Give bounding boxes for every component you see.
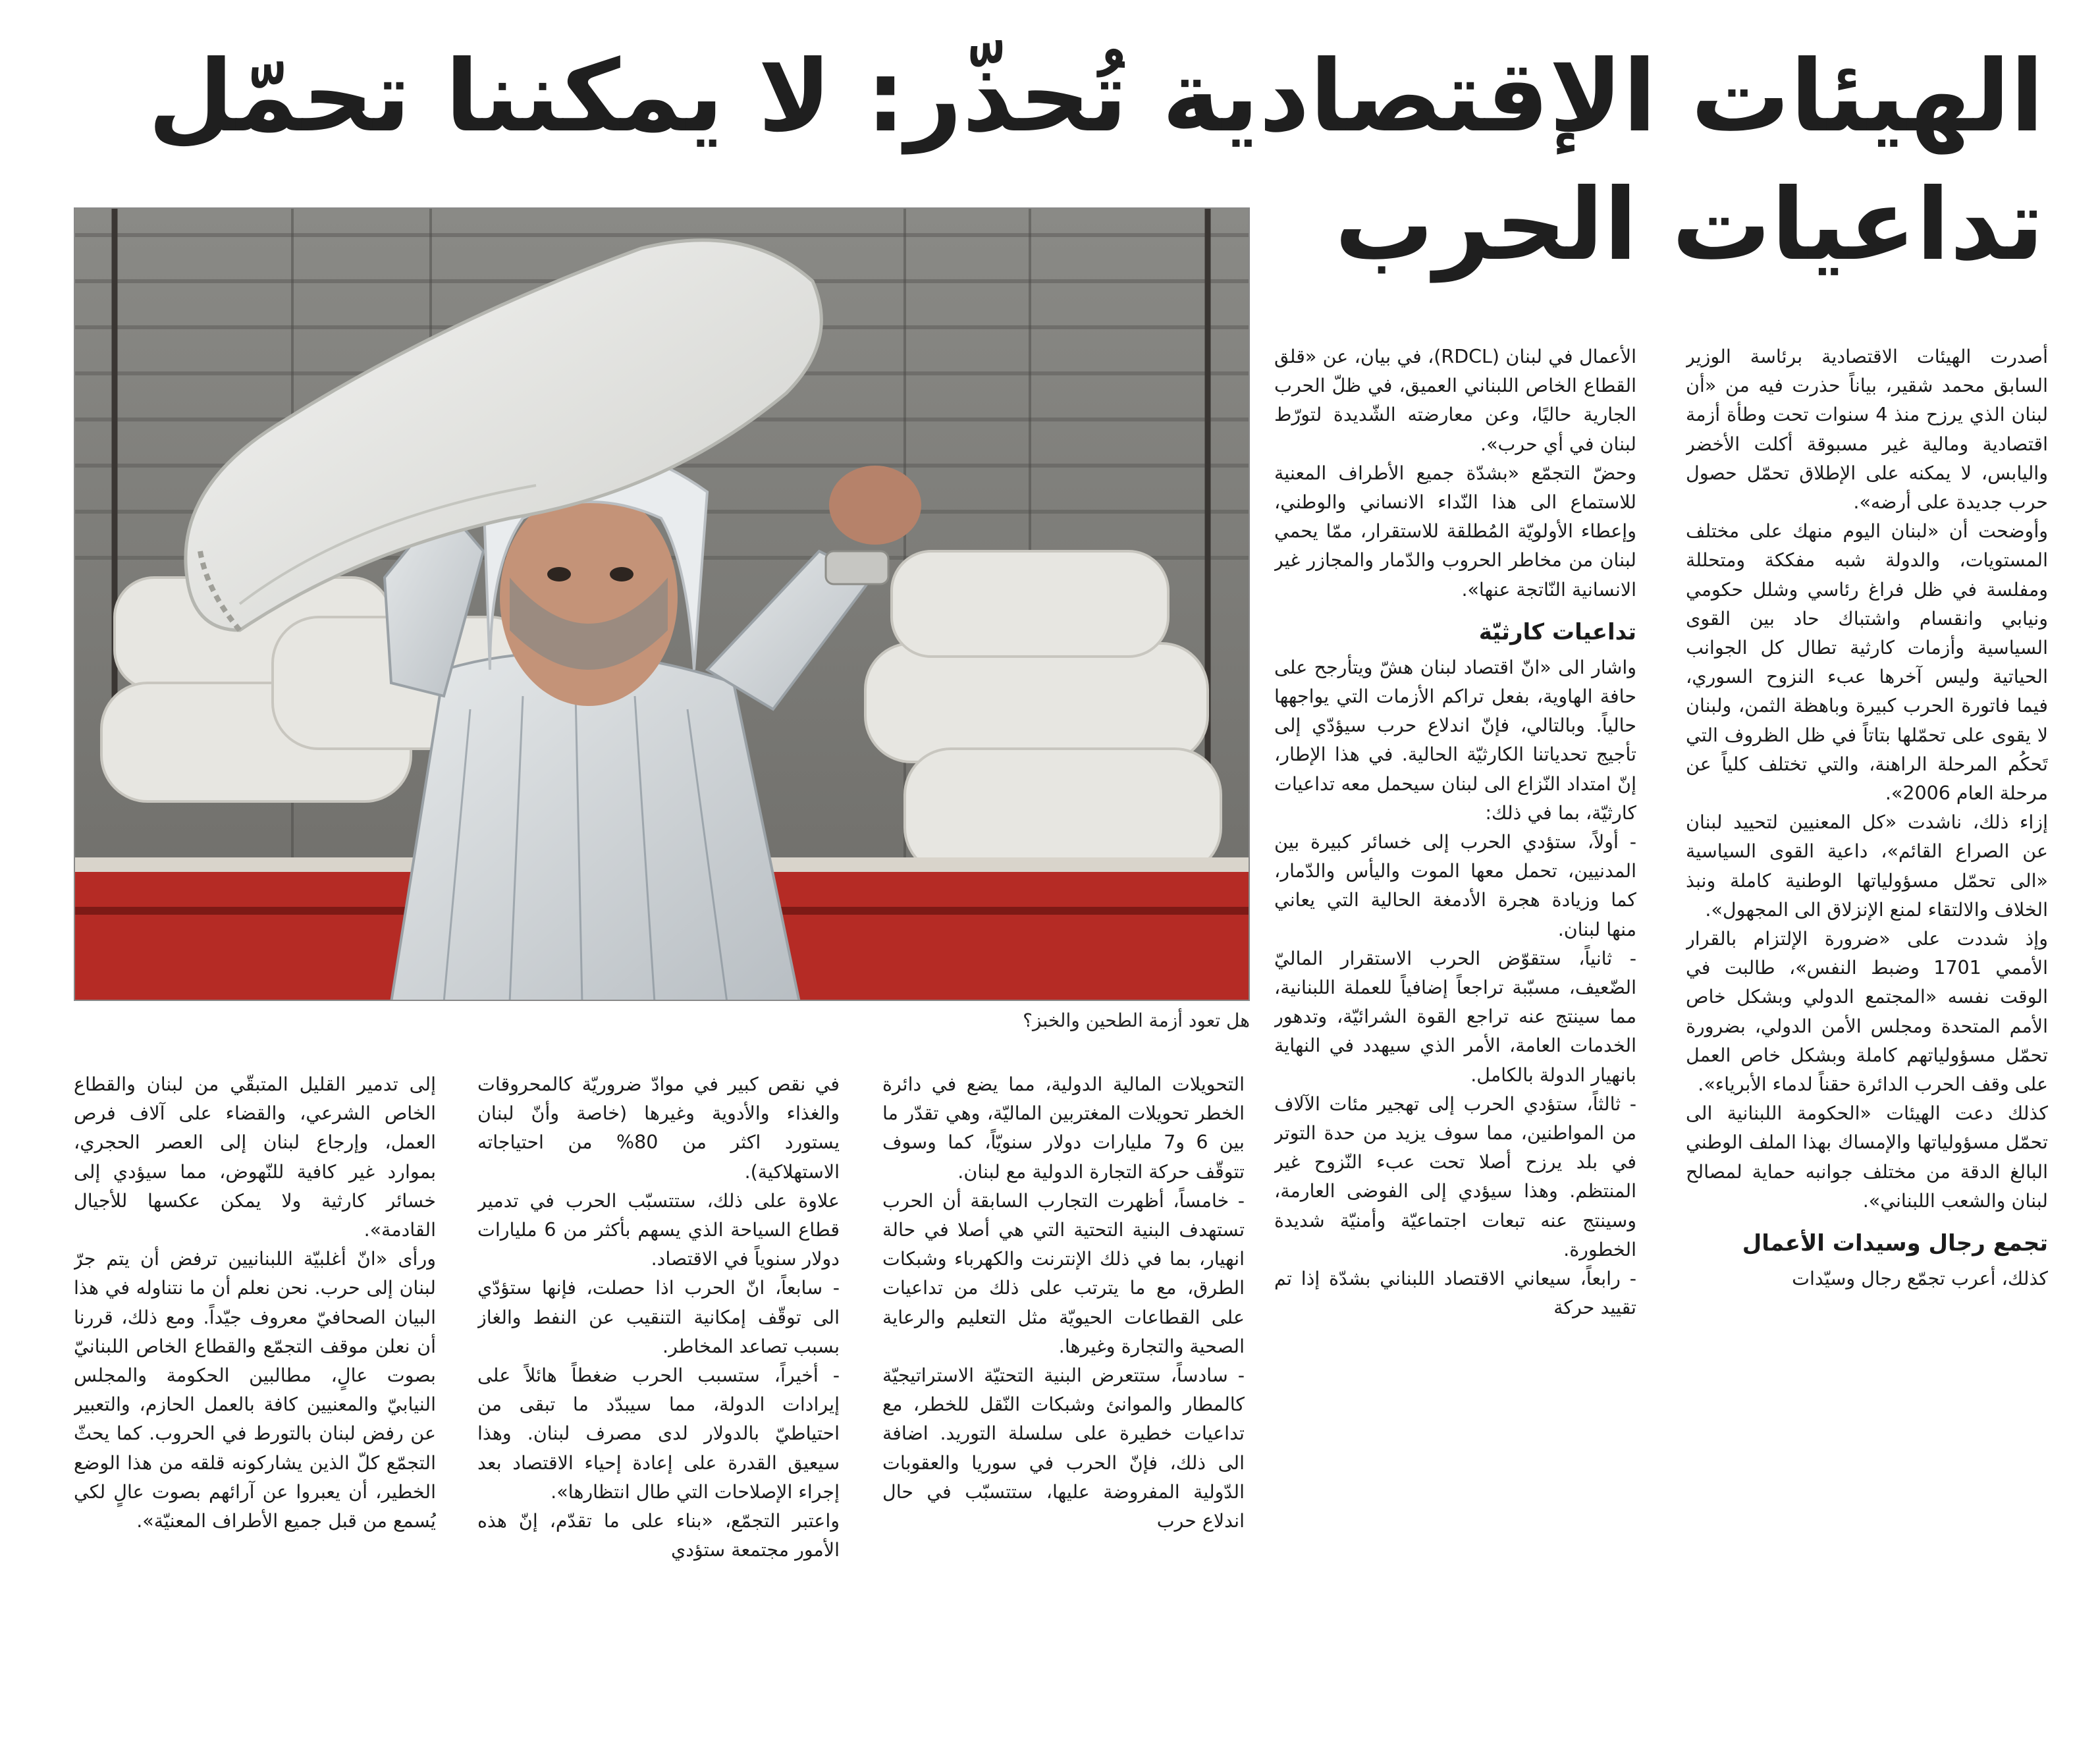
paragraph: إزاء ذلك، ناشدت «كل المعنيين لتحييد لبنان عن الصراع القائم»، داعية القوى السياسية «الى تحمّل مسؤولياتها الوطنية كاملة ونبذ الخلاف والالتقاء لمنع الإنزلاق الى المجهول». [1686,811,2048,921]
paragraph: في نقص كبير في موادّ ضروريّة كالمحروقات والغذاء والأدوية وغيرها (خاصة وأنّ لبنان يستورد اكثر من 80% من احتياجاته الاستهلاكية). [477,1073,840,1183]
subheading: تجمع رجال وسيدات الأعمال [1742,1230,2048,1257]
paragraph: - أخيراً، ستسبب الحرب ضغطاً هائلاً على إيرادات الدولة، مما سيبدّد ما تبقى من احتياطيّ بالدولار لدى مصرف لبنان. وهذا سيعيق القدرة على إعادة إحياء الاقتصاد بعد إجراء الإصلاحات التي طال انتظارها». [477,1365,840,1503]
headline-line-2: تداعيات الحرب [1334,168,2044,283]
paragraph: واشار الى «انّ اقتصاد لبنان هشّ ويتأرجح على حافة الهاوية، بفعل تراكم الأزمات التي يواجهها حالياً. وبالتالي، فإنّ اندلاع حرب سيؤدّي إلى تأجيج تحدياتنا الكارثيّة الحالية. في هذا الإطار، إنّ امتداد النّزاع الى لبنان سيحمل معه تداعيات كارثيّة، بما في ذلك: [1274,656,1636,824]
paragraph: الأعمال في لبنان (RDCL)، في بيان، عن «قلق القطاع الخاص اللبناني العميق، في ظلّ الحرب الجارية حاليًا، وعن معارضته الشّديدة لتورّط لبنان في أي حرب». [1274,346,1636,455]
article-column-2 [1274,342,1636,1739]
article-photo [74,207,1250,1001]
photo-caption: هل تعود أزمة الطحين والخبز؟ [1023,1010,1250,1031]
paragraph: كذلك دعت الهيئات «الحكومة اللبنانية الى تحمّل مسؤولياتها والإمساك بهذا الملف الوطني البالغ الدقة من مختلف جوانبه حماية لمصالح لبنان والشعب اللبناني». [1686,1102,2048,1212]
paragraph: - ثانياً، ستقوّض الحرب الاستقرار الماليّ الضّعيف، مسبّبة تراجعاً إضافياً للعملة اللبنانية، مما سينتج عنه تراجع القوة الشرائيّة، وتدهور الخدمات العامة، الأمر الذي سيهدد في النهاية بانهيار الدولة بالكامل. [1274,947,1636,1086]
paragraph: وحضّ التجمّع «بشدّة جميع الأطراف المعنية للاستماع الى هذا النّداء الانساني والوطني، وإعطاء الأولويّة المُطلقة للاستقرار، ممّا يحمي لبنان من مخاطر الحروب والدّمار والمجازر غير الانسانية النّاتجة عنها». [1274,462,1636,601]
paragraph: - سابعاً، انّ الحرب اذا حصلت، فإنها ستؤدّي الى توقّف إمكانية التنقيب عن النفط والغاز بسبب تصاعد المخاطر. [477,1277,840,1357]
paragraph: - رابعاً، سيعاني الاقتصاد اللبناني بشدّة إذا تم تقييد حركة [1274,1268,1636,1319]
article-column-3 [882,1070,1245,1739]
headline-line-1: الهيئات الإقتصادية تُحذّر: لا يمكننا تحمّل [148,40,2044,154]
paragraph: وأوضحت أن «لبنان اليوم منهك على مختلف المستويات، والدولة شبه مفككة ومتحللة ومفلسة في ظل فراغ رئاسي وشلل حكومي ونيابي وانقسام واشتباك حاد بين القوى السياسية وأزمات كارثية تطال كل الجوانب الحياتية وليس آخرها عبء النزوح السوري، فيما فاتورة الحرب كبيرة وباهظة الثمن، ولبنان لا يقوى على تحمّلها بتاتاً في ظل الظروف التي تَحكُم المرحلة الراهنة، والتي تختلف كلياً عن مرحلة العام 2006». [1686,520,2048,805]
paragraph: وإذ شددت على «ضرورة الإلتزام بالقرار الأممي 1701 وضبط النفس»، طالبت في الوقت نفسه «المجتمع الدولي وبشكل خاص الأمم المتحدة ومجلس الأمن الدولي، بضرورة تحمّل مسؤولياتهم كاملة وبشكل خاص العمل على وقف الحرب الدائرة حقناً لدماء الأبرياء». [1686,928,2048,1096]
subheading: تداعيات كارثيّة [1478,618,1636,645]
paragraph: كذلك، أعرب تجمّع رجال وسيّدات [1792,1268,2048,1290]
article-column-4 [477,1070,840,1739]
paragraph: ورأى «انّ أغلبيّة اللبنانيين ترفض أن يتم جرّ لبنان إلى حرب. نحن نعلم أن ما نتناوله في هذا البيان الصحافيّ معروف جيّداً. ومع ذلك، قررنا أن نعلن موقف التجمّع والقطاع الخاص اللبنانيّ بصوت عالٍ، مطالبين الحكومة والمجلس النيابيّ والمعنيين كافة بالعمل الحازم، والتعبير عن رفض لبنان بالتورط في الحروب. كما يحثّ التجمّع كلّ الذين يشاركونه قلقه من هذا الوضع الخطير، أن يعبروا عن آرائهم بصوت عالٍ لكي يُسمع من قبل جميع الأطراف المعنيّة». [74,1248,436,1532]
paragraph: التحويلات المالية الدولية، مما يضع في دائرة الخطر تحويلات المغتربين الماليّة، وهي تقدّر ما بين 6 و7 مليارات دولار سنويّاً، كما وسوف تتوقّف حركة التجارة الدولية مع لبنان. [882,1073,1245,1183]
paragraph: - خامساً، أظهرت التجارب السابقة أن الحرب تستهدف البنية التحتية التي هي أصلا في حالة انهيار، بما في ذلك الإنترنت والكهرباء وشبكات الطرق، مع ما يترتب على ذلك من تداعيات على القطاعات الحيويّة مثل التعليم والرعاية الصحية والتجارة وغيرها. [882,1189,1245,1357]
paragraph: - أولاً، ستؤدي الحرب إلى خسائر كبيرة بين المدنيين، تحمل معها الموت واليأس والدّمار، كما وزيادة هجرة الأدمغة الحالية التي يعاني منها لبنان. [1274,831,1636,940]
paragraph: واعتبر التجمّع، «بناء على ما تقدّم، إنّ هذه الأمور مجتمعة ستؤدي [477,1510,840,1561]
paragraph: أصدرت الهيئات الاقتصادية برئاسة الوزير السابق محمد شقير، بياناً حذرت فيه من «أن لبنان الذي يرزح منذ 4 سنوات تحت وطأة أزمة اقتصادية ومالية غير مسبوقة أكلت الأخضر واليابس، لا يمكنه على الإطلاق تحمّل حصول حرب جديدة على أرضه». [1686,346,2048,514]
paragraph: - ثالثاً، ستؤدي الحرب إلى تهجير مئات الآلاف من المواطنين، مما سوف يزيد من حدة التوتر في بلد يرزح أصلا تحت عبء النّزوح غير المنتظم. وهذا سيؤدي إلى الفوضى العارمة، وسينتج عنه تبعات اجتماعيّة وأمنيّة شديدة الخطورة. [1274,1093,1636,1260]
article-column-5 [74,1070,436,1739]
paragraph: - سادساً، ستتعرض البنية التحتيّة الاستراتيجيّة كالمطار والموانئ وشبكات النّقل للخطر، مع تداعيات خطيرة على سلسلة التوريد. اضافة الى ذلك، فإنّ الحرب في سوريا والعقوبات الدّولية المفروضة عليها، ستتسبّب في حال اندلاع حرب [882,1365,1245,1532]
paragraph: علاوة على ذلك، ستتسبّب الحرب في تدمير قطاع السياحة الذي يسهم بأكثر من 6 مليارات دولار سنوياً في الاقتصاد. [477,1189,840,1270]
article-column-1 [1686,342,2048,1739]
paragraph: إلى تدمير القليل المتبقّي من لبنان والقطاع الخاص الشرعي، والقضاء على آلاف فرص العمل، وإرجاع لبنان إلى العصر الحجري، بموارد غير كافية للنّهوض، مما سيؤدي إلى خسائر كارثية ولا يمكن عكسها للأجيال القادمة». [74,1073,436,1241]
